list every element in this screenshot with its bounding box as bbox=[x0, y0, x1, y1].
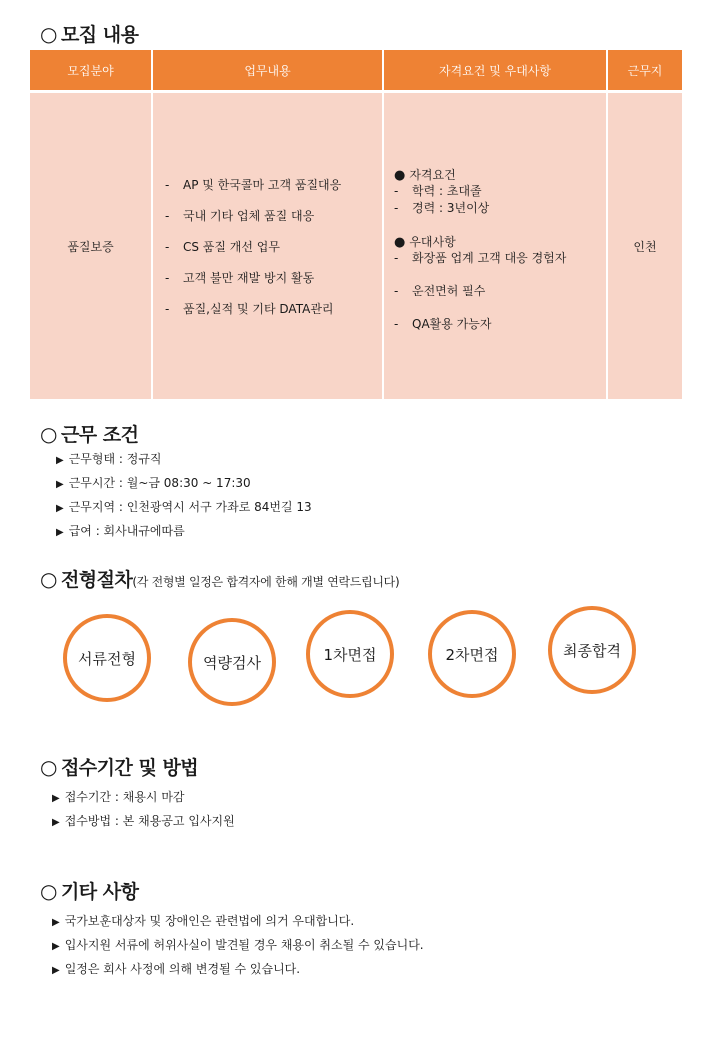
etc-list bbox=[52, 909, 424, 981]
cell-qualifications bbox=[383, 92, 607, 400]
list-item: ▶ 근무시간 : 월~금 08:30 ~ 17:30 bbox=[56, 471, 312, 495]
process-step-document: 서류전형 bbox=[63, 614, 151, 702]
list-item: ▶ 급여 : 회사내규에따름 bbox=[56, 519, 312, 543]
etc-section-title: ○ 기타 사항 bbox=[40, 879, 139, 903]
list-item: - 경력 : 3년이상 bbox=[394, 200, 490, 215]
bullet-dot-icon: ● bbox=[394, 234, 406, 250]
list-item: ▶ 일정은 회사 사정에 의해 변경될 수 있습니다. bbox=[52, 957, 424, 981]
list-item: - QA활용 가능자 bbox=[394, 316, 492, 331]
triangle-bullet-icon: ▶ bbox=[52, 917, 60, 928]
process-step-interview-1: 1차면접 bbox=[306, 610, 394, 698]
process-step-interview-2: 2차면접 bbox=[428, 610, 516, 698]
triangle-bullet-icon: ▶ bbox=[56, 455, 64, 466]
triangle-bullet-icon: ▶ bbox=[52, 793, 60, 804]
section-circle-icon: ○ bbox=[40, 422, 57, 446]
cell-field: 품질보증 bbox=[30, 92, 152, 400]
list-item: ▶ 근무지역 : 인천광역시 서구 가좌로 84번길 13 bbox=[56, 495, 312, 519]
table-row bbox=[30, 92, 682, 400]
triangle-bullet-icon: ▶ bbox=[52, 817, 60, 828]
header-field: 모집분야 bbox=[30, 50, 152, 92]
triangle-bullet-icon: ▶ bbox=[56, 503, 64, 514]
section-circle-icon: ○ bbox=[40, 755, 57, 779]
conditions-section-title: ○ 근무 조건 bbox=[40, 422, 139, 446]
triangle-bullet-icon: ▶ bbox=[56, 479, 64, 490]
conditions-list bbox=[56, 447, 312, 543]
list-item: - AP 및 한국콜마 고객 품질대응 bbox=[165, 177, 342, 192]
list-item: ▶ 국가보훈대상자 및 장애인은 관련법에 의거 우대합니다. bbox=[52, 909, 424, 933]
list-item: ▶ 입사지원 서류에 허위사실이 발견될 경우 채용이 취소될 수 있습니다. bbox=[52, 933, 424, 957]
qualification-block bbox=[384, 166, 606, 333]
application-list bbox=[52, 785, 235, 833]
recruitment-table bbox=[30, 50, 682, 399]
list-item: - 국내 기타 업체 품질 대응 bbox=[165, 208, 315, 223]
requirements-heading: ● 자격요건 bbox=[394, 167, 456, 183]
recruitment-section-title: ○ 모집 내용 bbox=[40, 22, 139, 46]
list-item: - 학력 : 초대졸 bbox=[394, 183, 482, 198]
list-item: ▶ 접수방법 : 본 채용공고 입사지원 bbox=[52, 809, 235, 833]
process-step-final: 최종합격 bbox=[548, 606, 636, 694]
list-item: - 품질,실적 및 기타 DATA관리 bbox=[165, 301, 334, 316]
triangle-bullet-icon: ▶ bbox=[56, 527, 64, 538]
triangle-bullet-icon: ▶ bbox=[52, 965, 60, 976]
section-circle-icon: ○ bbox=[40, 879, 57, 903]
header-qualifications: 자격요건 및 우대사항 bbox=[383, 50, 607, 92]
table-header-row bbox=[30, 50, 682, 92]
cell-duties bbox=[152, 92, 383, 400]
header-location: 근무지 bbox=[607, 50, 682, 92]
process-section-title: ○ 전형절차(각 전형별 일정은 합격자에 한해 개별 연락드립니다) bbox=[40, 567, 400, 591]
list-item: - 화장품 업계 고객 대응 경험자 bbox=[394, 250, 567, 265]
process-step-aptitude: 역량검사 bbox=[188, 618, 276, 706]
triangle-bullet-icon: ▶ bbox=[52, 941, 60, 952]
cell-location: 인천 bbox=[607, 92, 682, 400]
list-item: - CS 품질 개선 업무 bbox=[165, 239, 280, 254]
list-item: ▶ 접수기간 : 채용시 마감 bbox=[52, 785, 235, 809]
preferences-heading: ● 우대사항 bbox=[394, 234, 456, 250]
list-item: - 운전면허 필수 bbox=[394, 283, 486, 298]
process-note: (각 전형별 일정은 합격자에 한해 개별 연락드립니다) bbox=[132, 575, 400, 589]
bullet-dot-icon: ● bbox=[394, 167, 406, 183]
duty-list bbox=[153, 176, 382, 317]
application-section-title: ○ 접수기간 및 방법 bbox=[40, 755, 199, 779]
list-item: ▶ 근무형태 : 정규직 bbox=[56, 447, 312, 471]
section-circle-icon: ○ bbox=[40, 22, 57, 46]
section-circle-icon: ○ bbox=[40, 567, 57, 591]
list-item: - 고객 불만 재발 방지 활동 bbox=[165, 270, 315, 285]
header-duties: 업무내용 bbox=[152, 50, 383, 92]
